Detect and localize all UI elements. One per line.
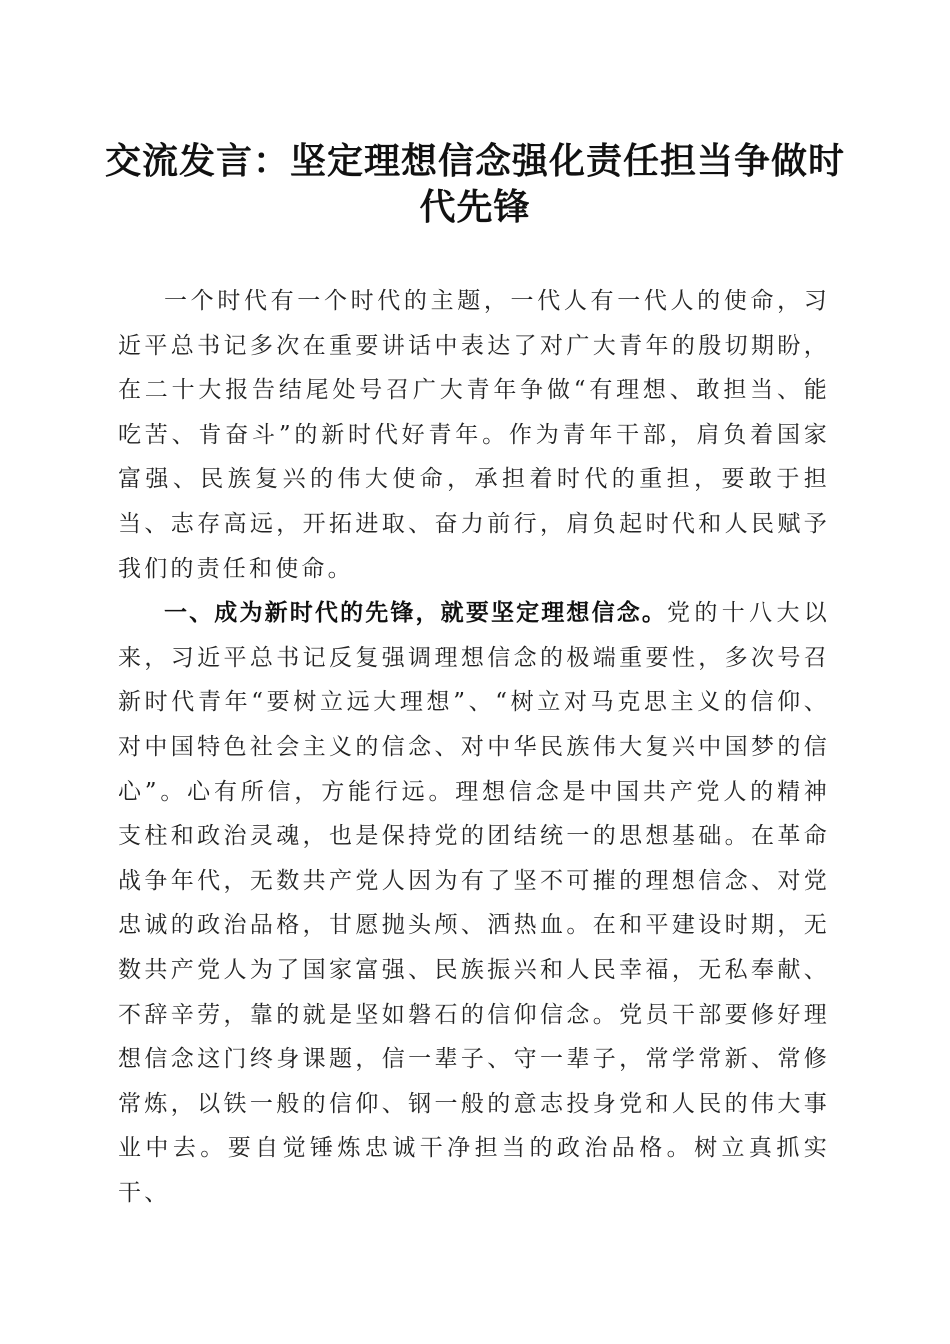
paragraph-intro [118, 279, 830, 591]
paragraph-section-1 [118, 591, 830, 1215]
section-heading: 一、成为新时代的先锋，就要坚定理想信念。 [164, 600, 668, 627]
document-body [118, 279, 830, 1215]
document-title: 交流发言：坚定理想信念强化责任担当争做时代先锋 [104, 140, 845, 228]
paragraph-text: 一个时代有一个时代的主题，一代人有一代人的使命，习近平总书记多次在重要讲话中表达了对广大青年的殷切期盼，在二十大报告结尾处号召广大青年争做“有理想、敢担当、能吃苦、肯奋斗”的新时代好青年。作为青年干部，肩负着国家富强、民族复兴的伟大使命，承担着时代的重担，要敢于担当、志存高远，开拓进取、奋力前行，肩负起时代和人民赋予我们的责任和使命。 [118, 288, 830, 582]
paragraph-text: 党的十八大以来，习近平总书记反复强调理想信念的极端重要性，多次号召新时代青年“要树立远大理想”、“树立对马克思主义的信仰、对中国特色社会主义的信念、对中华民族伟大复兴中国梦的信心”。心有所信，方能行远。理想信念是中国共产党人的精神支柱和政治灵魂，也是保持党的团结统一的思想基础。在革命战争年代，无数共产党人因为有了坚不可摧的理想信念、对党忠诚的政治品格，甘愿抛头颅、洒热血。在和平建设时期，无数共产党人为了国家富强、民族振兴和人民幸福，无私奉献、不辞辛劳，靠的就是坚如磐石的信仰信念。党员干部要修好理想信念这门终身课题，信一辈子、守一辈子，常学常新、常修常炼，以铁一般的信仰、钢一般的意志投身党和人民的伟大事业中去。要自觉锤炼忠诚干净担当的政治品格。树立真抓实干、 [118, 600, 831, 1206]
